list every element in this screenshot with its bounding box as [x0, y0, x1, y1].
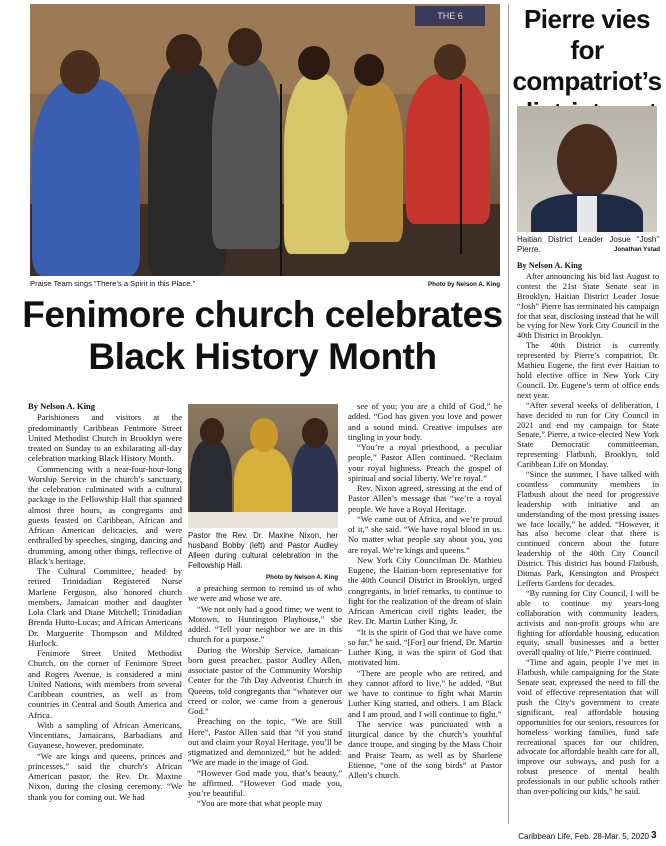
- article-paragraph: “We not only had a good time; we went to Motown, to Huntington Playhouse,” she added. “Tell your neighbor we are in this church for a purpose.”: [188, 603, 342, 645]
- side-article: [517, 261, 659, 797]
- article-paragraph: “Time and again, people I’ve met in Flatbush, while campaigning for the State Senate seat, expressed the need to fill the void of effective representation that will push the City’s government to create significant, real affordable housing opportunities for our seniors, resources for homeless working families, fund safe recreational spaces for our children, advocate for affordable health care for all, improve our subways, and push for a robust presence of mental health professionals in our public schools rather than over-policing our kids,” he said.: [517, 658, 659, 797]
- inset-photo-credit: Photo by Nelson A. King: [266, 574, 338, 581]
- singer-1-head: [60, 50, 100, 94]
- pierre-head: [557, 124, 617, 198]
- article-paragraph: “However God made you, that’s beauty,” he affirmed. “However God made you, you’re beautiful.: [188, 767, 342, 798]
- article-paragraph: With a sampling of African Americans, Vincentians, Jamaicans, Barbadians and Guyanese, however, predominate.: [28, 719, 182, 751]
- article-paragraph: “There are people who are retired, and they cannot afford to live,” he added. “But we have to continue to fight what Martin Luther King started, and others. I am Black and I am proud, and I will continue to fight.”: [348, 667, 502, 719]
- inset-person-3-head: [302, 418, 328, 448]
- mic-stand-2: [460, 84, 462, 254]
- article-column-3: [348, 401, 502, 780]
- singer-2-head: [166, 34, 202, 74]
- inset-person-2-head: [250, 418, 278, 452]
- singer-6-head: [434, 44, 466, 80]
- article-paragraph: Parishioners and visitors at the predominantly Caribbean Fenimore Street United Methodist Church in Brooklyn were treated on Sunday to an exhilarating all-day celebration marking Black History Month.: [28, 412, 182, 464]
- side-headline-line1: Pierre vies for: [523, 4, 651, 65]
- main-photo: [30, 4, 500, 276]
- article-paragraph: “It is the spirit of God that we have come so far,” he said. “[For] our friend, Dr. Martin Luther King, it was the spirit of God that motivated him.: [348, 626, 502, 668]
- inset-person-1-head: [200, 418, 224, 446]
- article-paragraph: “By running for City Council, I will be able to continue my years-long collaboration with community leaders, activists and non-profit groups who are fighting for affordable housing, education equity, small businesses and a better overall quality of life,” Pierre continued.: [517, 588, 659, 658]
- singer-4-head: [298, 46, 330, 80]
- main-headline: [20, 294, 505, 378]
- pierre-photo-caption: Haitian District Leader Josue “Josh” Pierre.: [517, 235, 659, 254]
- main-headline-line2: Black History Month: [88, 336, 437, 377]
- article-paragraph: The service was punctuated with a liturgical dance by the church’s youthful dance troupe, and singing by the Mass Choir and Praise Team, as well as by Sharlene Etienne, “one of the song birds” at Pastor Allen’s church.: [348, 718, 502, 780]
- main-headline-line1: Fenimore church celebrates: [22, 294, 503, 335]
- side-divider: [508, 4, 509, 824]
- photo-banner: THE 6: [415, 6, 485, 26]
- article-paragraph: “We came out of Africa, and we’re proud of it,” she said. “We have royal blood in us. No matter what people say about you, you are royal. We’re kings and queens.”: [348, 513, 502, 555]
- article-paragraph: “You are more that what people may: [197, 798, 323, 809]
- article-paragraph: The 40th District is currently represented by Pierre’s compatriot, Dr. Mathieu Eugene, the first ever Haitian to hold elective office in New York City Council. Dr. Eugene’s term of office ends next year.: [517, 341, 659, 400]
- article-column-1: [28, 401, 182, 802]
- article-paragraph: “We are kings and queens, princes and princesses,” said the church’s African American pastor, the Rev. Dr. Maxine Nixon, during the closing ceremony. “We thank you for coming out. We had: [28, 750, 182, 802]
- article-paragraph: Commencing with a near-four-hour-long Worship Service in the church’s sanctuary, the celebration culminated with a cultural package in the Fellowship Hall that spanned almost three hours, as congregants and guests feasted on Caribbean, African and African American delicacies, and were enthralled by speeches, singing, dancing and drumming, among other things, reflective of Black’s heritage.: [28, 463, 182, 566]
- article-paragraph: Preaching on the topic, “We are Still Here”, Pastor Allen said that “if you stand out and claim your Royal Heritage, you’ll be stigmatized and demonized,” but he added: “We are made in the image of God.: [188, 716, 342, 768]
- article-paragraph: Fenimore Street United Methodist Church, on the corner of Fenimore Street and Rogers Avenue, is considered a mini United Nations, with members from several Caribbean countries, as well as from countries in Central and South America and Africa.: [28, 648, 182, 720]
- article-paragraph: During the Worship Service, Jamaican-born guest preacher, pastor Audley Allen, associate pastor of the Community Worship Center for the 7th Day Adventist Church in Queens, told congregants that “whatever our creed or color, we came from a generous God.”: [188, 644, 342, 716]
- main-byline: By Nelson A. King: [28, 401, 95, 411]
- footer-issue: Caribbean Life, Feb. 28-Mar. 5, 2020: [518, 832, 649, 841]
- singer-5-head: [354, 54, 384, 86]
- side-headline-line2: compatriot’s: [512, 66, 662, 96]
- article-paragraph: After announcing his bid last August to contest the 21st State Senate seat in Brooklyn, Haitian District Leader Josue “Josh” Pierre has terminated his campaign for that seat, disclosing instead that he will be vying for New York City Council in the 40th District in Brooklyn.: [517, 271, 659, 341]
- pierre-photo-credit: Jonathan Ystad: [614, 246, 660, 253]
- inset-photo-caption: Pastor the Rev. Dr. Maxine Nixon, her husband Bobby (left) and Pastor Audley Alleen during cultural celebration in the Fellowship Hall.: [188, 531, 338, 570]
- mic-stand: [280, 84, 282, 276]
- side-byline: By Nelson A. King: [517, 261, 583, 270]
- singer-6: [406, 74, 490, 224]
- singer-5: [345, 82, 403, 242]
- singer-1: [32, 79, 140, 276]
- inset-table: [188, 512, 338, 528]
- article-paragraph: The Cultural Committee, headed by retired Trinidadian Registered Nurse Marlene Ferguson, also honored church members, Jamaican mother and daughter Lola Clark and Diane Mitchell; Trinidadian Brenda Hutto-Lucas; and African Americans Dr. Marguerite Thompson and Mildred Hurlock.: [28, 566, 182, 648]
- article-paragraph: New York City Councilman Dr. Mathieu Eugene, the Haitian-born representative for the 40th Council District in Brooklyn, urged congregants, in brief remarks, to continue to fight for the realization of the dream of slain African American civil rights leader, the Rev. Dr. Martin Luther King, Jr.: [348, 554, 502, 627]
- main-photo-caption: Praise Team sings “There’s a Spirit in this Place.”: [30, 279, 196, 288]
- pierre-shirt: [577, 196, 597, 232]
- singer-4: [284, 74, 350, 254]
- article-paragraph: “You’re a royal priesthood, a peculiar people,” Pastor Allen continued. “Reclaim your royal highness. Preach the gospel of spiritual and social liberty. We’re royal.”: [348, 442, 502, 483]
- main-photo-credit: Photo by Nelson A. King: [428, 281, 500, 288]
- inset-photo: [188, 404, 338, 528]
- footer-page-number: 3: [651, 830, 657, 841]
- article-paragraph: a preaching sermon to remind us of who we were and whose we are.: [188, 583, 342, 604]
- article-column-2: [188, 583, 342, 809]
- article-paragraph: “After several weeks of deliberation, I have decided to run for City Council in 2021 and end my campaign for State Senate,” Pierre, a twice-elected New York State Democratic committeeman, representing Flatbush, Brooklyn, told Caribbean Life on Monday.: [517, 400, 659, 470]
- pierre-photo: [517, 106, 657, 232]
- singer-3: [212, 59, 282, 249]
- article-paragraph: “Since the summer, I have talked with countless community members in Flatbush about the need for progressive leadership with initiative and an understanding of the most pressing issues we face locally,” he added. “However, it has also become clear that there is continued concern about the future leadership of the 40th City Council District. This district has bound Flatbush, Ditmas Park, Kensington and Prospect Lefferts Gardens for decades.: [517, 470, 659, 588]
- article-paragraph: Rev. Nixon agreed, stressing at the end of Pastor Allen’s message that “we’re a royal people. We have a Royal Heritage.: [348, 483, 502, 514]
- singer-3-head: [228, 28, 262, 66]
- article-paragraph: see of you; you are a child of God,” he added. “God has given you love and power and a sound mind. Creative impulses are tingling in your body.: [348, 401, 502, 442]
